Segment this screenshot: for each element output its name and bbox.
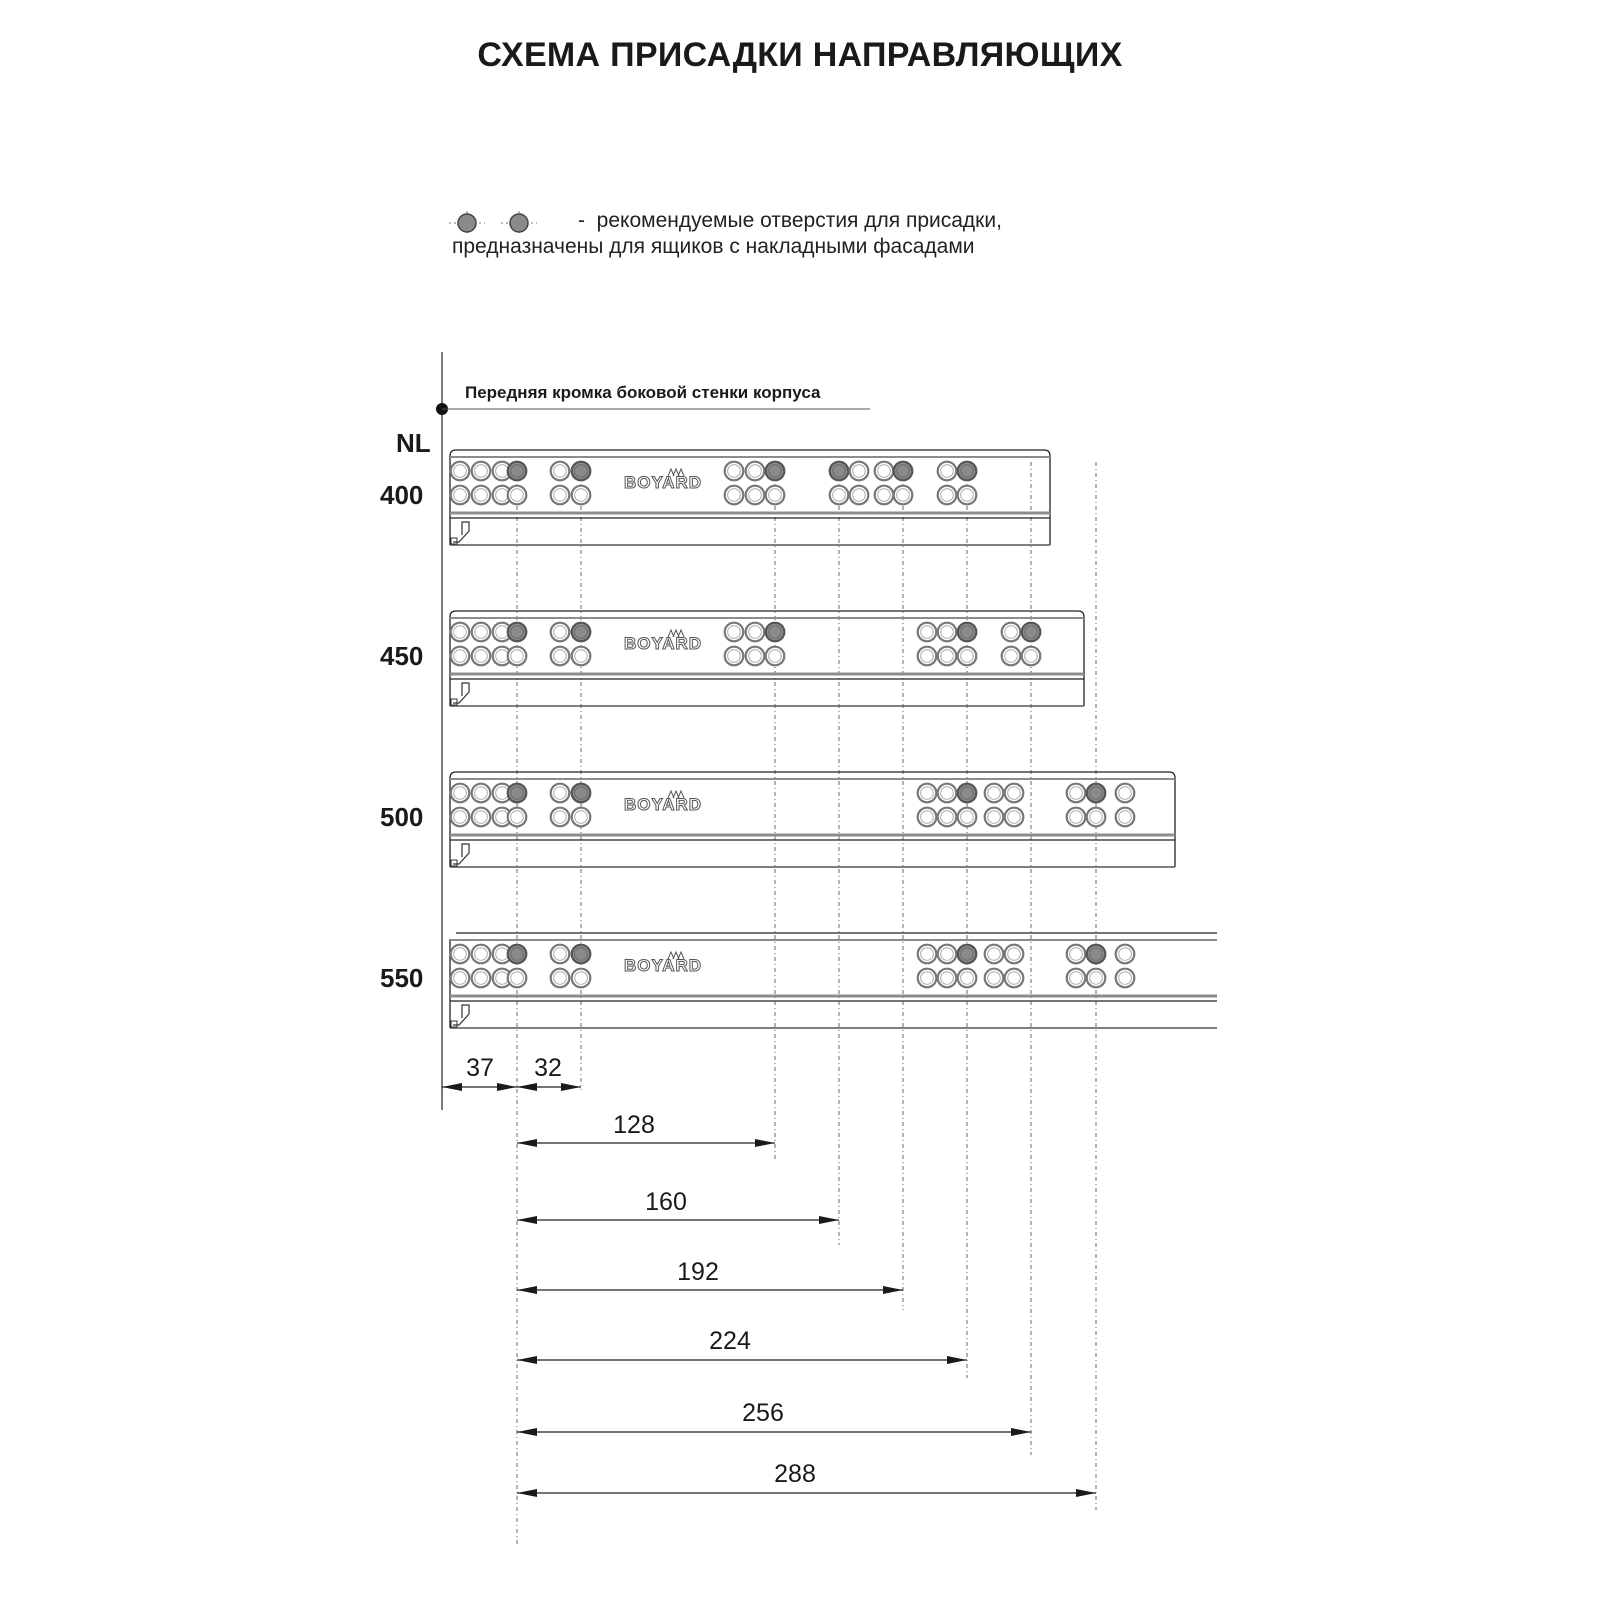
rail-hook-icon [453, 683, 469, 703]
dimension-label-32: 32 [534, 1054, 562, 1082]
boyard-logo: BOYARD [623, 634, 703, 653]
dimension-lines [442, 1087, 1096, 1493]
dimension-label-192: 192 [677, 1258, 719, 1286]
dimension-label-256: 256 [742, 1399, 784, 1427]
legend-icons [449, 211, 537, 235]
legend-text-line-1 [578, 209, 1002, 233]
dimension-label-37: 37 [466, 1054, 494, 1082]
rail-500 [450, 772, 1175, 867]
legend-dash: - [578, 209, 585, 232]
reference-edge-label: Передняя кромка боковой стенки корпуса [465, 383, 821, 402]
legend-text-line-2: предназначены для ящиков с накладными фасадами [452, 235, 975, 258]
rail-label-400: 400 [380, 480, 424, 510]
boyard-logo: BOYARD [623, 473, 703, 492]
recommended-hole-icon [510, 214, 528, 232]
dimension-label-288: 288 [774, 1460, 816, 1488]
rail-550 [450, 933, 1217, 1028]
recommended-hole-icon [458, 214, 476, 232]
rail-hook-icon [453, 1005, 469, 1025]
rail-400 [450, 450, 1050, 545]
rail-hook-icon [453, 522, 469, 542]
rails [450, 450, 1217, 1028]
rail-450 [450, 611, 1084, 706]
boyard-logo: BOYARD [623, 956, 703, 975]
rail-label-550: 550 [380, 963, 424, 993]
dimension-label-160: 160 [645, 1188, 687, 1216]
dimension-label-128: 128 [613, 1111, 655, 1139]
legend-text: рекомендуемые отверстия для присадки, [596, 209, 1002, 232]
rail-label-450: 450 [380, 641, 424, 671]
nl-label: NL [396, 428, 431, 458]
rail-hook-icon [453, 844, 469, 864]
dimension-label-224: 224 [709, 1327, 751, 1355]
rail-label-500: 500 [380, 802, 424, 832]
boyard-logo: BOYARD [623, 795, 703, 814]
page-title: СХЕМА ПРИСАДКИ НАПРАВЛЯЮЩИХ [477, 36, 1123, 74]
